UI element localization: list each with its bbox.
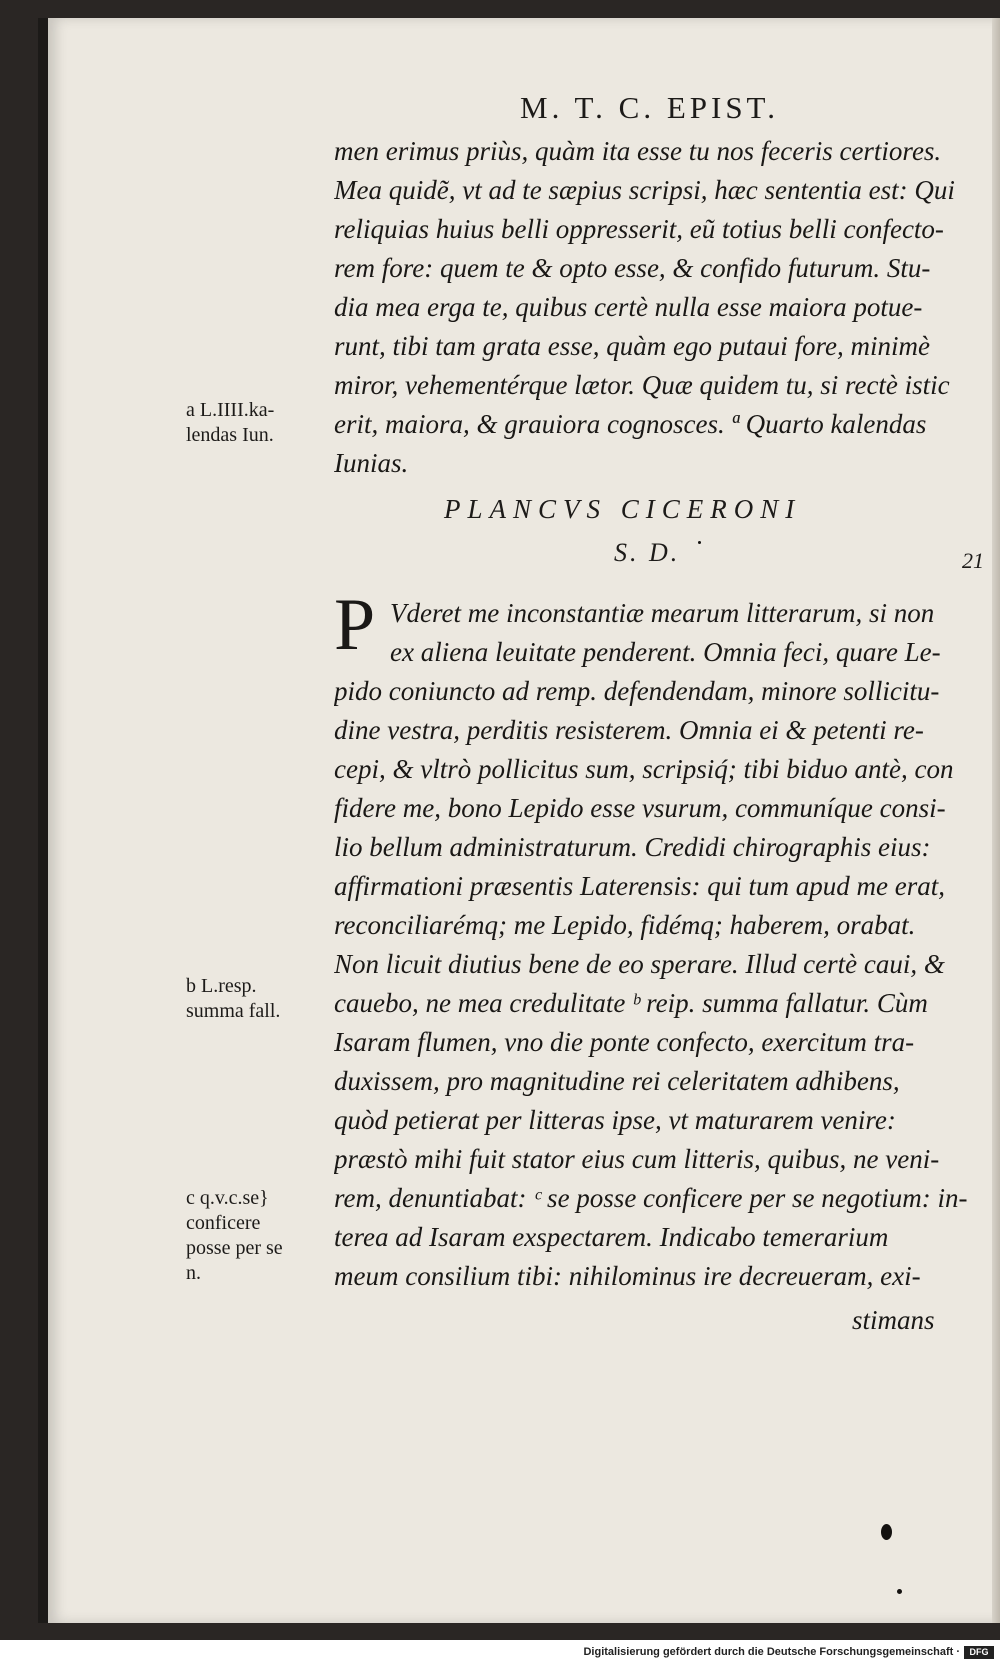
text-line: fidere me, bono Lepido esse vsurum, communíque consi- <box>334 793 946 823</box>
text-line: ex aliena leuitate penderent. Omnia feci, quare Le- <box>390 637 941 667</box>
letter-salutation: S. D. <box>614 538 681 567</box>
drop-cap: P <box>334 584 376 666</box>
digitization-credit: Digitalisierung gefördert durch die Deutsche Forschungsgemeinschaft · <box>583 1646 960 1658</box>
text-line: cauebo, ne mea credulitate ᵇ reip. summa fallatur. Cùm <box>334 988 928 1018</box>
text-line: runt, tibi tam grata esse, quàm ego putaui fore, minimè <box>334 331 930 361</box>
margin-note-line: posse per se <box>186 1237 283 1259</box>
margin-note-line: b L.resp. <box>186 975 257 997</box>
ink-speck <box>698 541 701 544</box>
margin-note-line: lendas Iun. <box>186 424 274 446</box>
text-line: lio bellum administraturum. Credidi chirographis eius: <box>334 832 931 862</box>
text-line: reconciliarémq; me Lepido, fidémq; haberem, orabat. <box>334 910 916 940</box>
margin-note-line: c q.v.c.se} <box>186 1187 269 1209</box>
letter-heading: PLANCVS CICERONI <box>444 494 802 524</box>
text-line: erit, maiora, & grauiora cognosces. ª Quarto kalendas <box>334 409 927 439</box>
text-line: duxissem, pro magnitudine rei celeritatem adhibens, <box>334 1066 900 1096</box>
text-line: miror, vehementérque lætor. Quæ quidem tu, si rectè istic <box>334 370 950 400</box>
text-line: Non licuit diutius bene de eo sperare. Illud certè caui, & <box>334 949 945 979</box>
text-line: Mea quidẽ, vt ad te sæpius scripsi, hæc sententia est: Qui <box>334 175 955 205</box>
margin-note-c <box>186 1186 326 1286</box>
text-line: cepi, & vltrò pollicitus sum, scripsiq́; tibi biduo antè, con <box>334 754 954 784</box>
page-edge <box>992 18 1000 1623</box>
text-line: dia mea erga te, quibus certè nulla esse maiora potue- <box>334 292 923 322</box>
text-line: men erimus priùs, quàm ita esse tu nos feceris certiores. <box>334 136 942 166</box>
text-line: rem fore: quem te & opto esse, & confido futurum. Stu- <box>334 253 931 283</box>
ink-blot <box>881 1524 892 1540</box>
text-line: Isaram flumen, vno die ponte confecto, exercitum tra- <box>334 1027 915 1057</box>
text-line: quòd petierat per litteras ipse, vt maturarem venire: <box>334 1105 896 1135</box>
text-line: rem, denuntiabat: ᶜ se posse conficere per se negotium: in- <box>334 1183 968 1213</box>
text-line: Iunias. <box>334 448 409 478</box>
text-line: affirmationi præsentis Laterensis: qui tum apud me erat, <box>334 871 946 901</box>
text-line: meum consilium tibi: nihilominus ire decreueram, exi- <box>334 1261 921 1291</box>
letter-number: 21 <box>962 548 984 573</box>
margin-note-a <box>186 398 326 448</box>
letter-body-text <box>334 594 988 1296</box>
text-line: pido coniuncto ad remp. defendendam, minore sollicitu- <box>334 676 940 706</box>
margin-note-line: summa fall. <box>186 1000 281 1022</box>
running-head: M. T. C. EPIST. <box>520 90 779 125</box>
margin-note-b <box>186 974 326 1024</box>
margin-note-line: a L.IIII.ka- <box>186 399 275 421</box>
catchword: stimans <box>852 1305 935 1335</box>
text-line: terea ad Isaram exspectarem. Indicabo temerarium <box>334 1222 889 1252</box>
letter-end-text <box>334 132 988 483</box>
margin-note-line: conficere <box>186 1212 261 1234</box>
text-line: Vderet me inconstantiæ mearum litterarum, si non <box>390 598 935 628</box>
text-line: præstò mihi fuit stator eius cum litteris, quibus, ne veni- <box>334 1144 940 1174</box>
text-line: reliquias huius belli oppresserit, eũ totius belli confecto- <box>334 214 944 244</box>
ink-speck <box>897 1589 902 1594</box>
text-line: dine vestra, perditis resisterem. Omnia ei & petenti re- <box>334 715 924 745</box>
dfg-logo: DFG <box>964 1646 994 1659</box>
margin-note-line: n. <box>186 1262 201 1284</box>
